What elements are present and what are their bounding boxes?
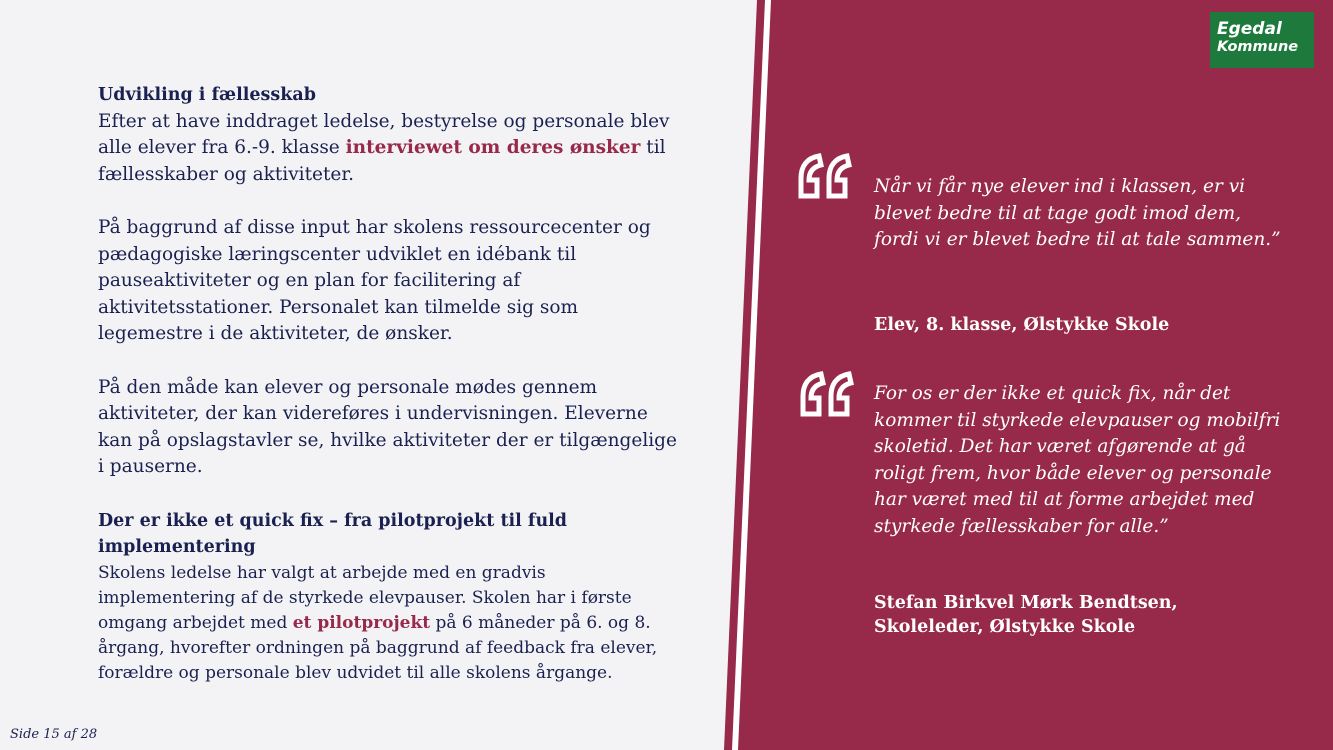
egedal-kommune-logo — [1210, 12, 1314, 68]
paragraph-pilot — [98, 561, 678, 686]
quote-text-principal: For os er der ikke et quick fix, når det kommer til styrkede elevpauser og mobilfri skoletid. Det har været afgørende at gå roligt frem, hvor både elever og personale har været med til at forme arbejdet med styrkede fællesskaber for alle.” — [874, 383, 1281, 537]
quote-attribution-student — [874, 313, 1294, 337]
attribution-line: Skoleleder, Ølstykke Skole — [874, 617, 1136, 637]
page-number: Side 15 af 28 — [10, 727, 98, 742]
logo-line-1: Egedal — [1217, 19, 1282, 39]
paragraph-text: på 6 måneder på 6. og 8. årgang, hvorefter ordningen på baggrund af feedback fra elever, forældre og personale blev udvidet til alle skolens årgange. — [98, 612, 658, 683]
logo-line-2: Kommune — [1217, 39, 1299, 55]
paragraph-text: Efter at have inddraget ledelse, bestyrelse og personale blev alle elever fra 6.-9. klasse — [98, 110, 670, 158]
paragraph-activities: På den måde kan elever og personale mødes gennem aktiviteter, der kan videreføres i undervisningen. Eleverne kan på opslagstavler se, hvilke aktiviteter der er tilgængelige i pauserne. — [98, 376, 677, 477]
attribution-line: Stefan Birkvel Mørk Bendtsen, — [874, 593, 1178, 613]
attribution-line: Elev, 8. klasse, Ølstykke Skole — [874, 315, 1170, 335]
quote-mark-icon — [799, 370, 859, 422]
section-heading-udvikling: Udvikling i fællesskab — [98, 85, 316, 105]
quote-text-student: Når vi får nye elever ind i klassen, er vi blevet bedre til at tage godt imod dem, fordi vi er blevet bedre til at tale sammen.” — [874, 176, 1281, 250]
highlight-interviews: interviewet om deres ønsker — [345, 137, 641, 158]
paragraph-text: til fællesskaber og aktiviteter. — [98, 137, 666, 185]
section-heading-quick-fix: Der er ikke et quick fix – fra pilotprojekt til fuld implementering — [98, 510, 568, 557]
main-text-column — [98, 82, 678, 686]
paragraph-interviews — [98, 109, 678, 189]
paragraph-text: Skolens ledelse har valgt at arbejde med en gradvis implementering af de styrkede elevpauser. Skolen har i første omgang arbejdet med — [98, 562, 632, 633]
paragraph-idebank: På baggrund af disse input har skolens ressourcecenter og pædagogiske læringscenter udviklet en idébank til pauseaktiviteter og en plan for facilitering af aktivitetsstationer. Personalet kan tilmelde sig som legemestre i de aktiviteter, de ønsker. — [98, 217, 651, 344]
highlight-pilotprojekt: et pilotprojekt — [292, 612, 431, 633]
quote-mark-icon — [797, 152, 857, 204]
quote-attribution-principal — [874, 591, 1294, 639]
